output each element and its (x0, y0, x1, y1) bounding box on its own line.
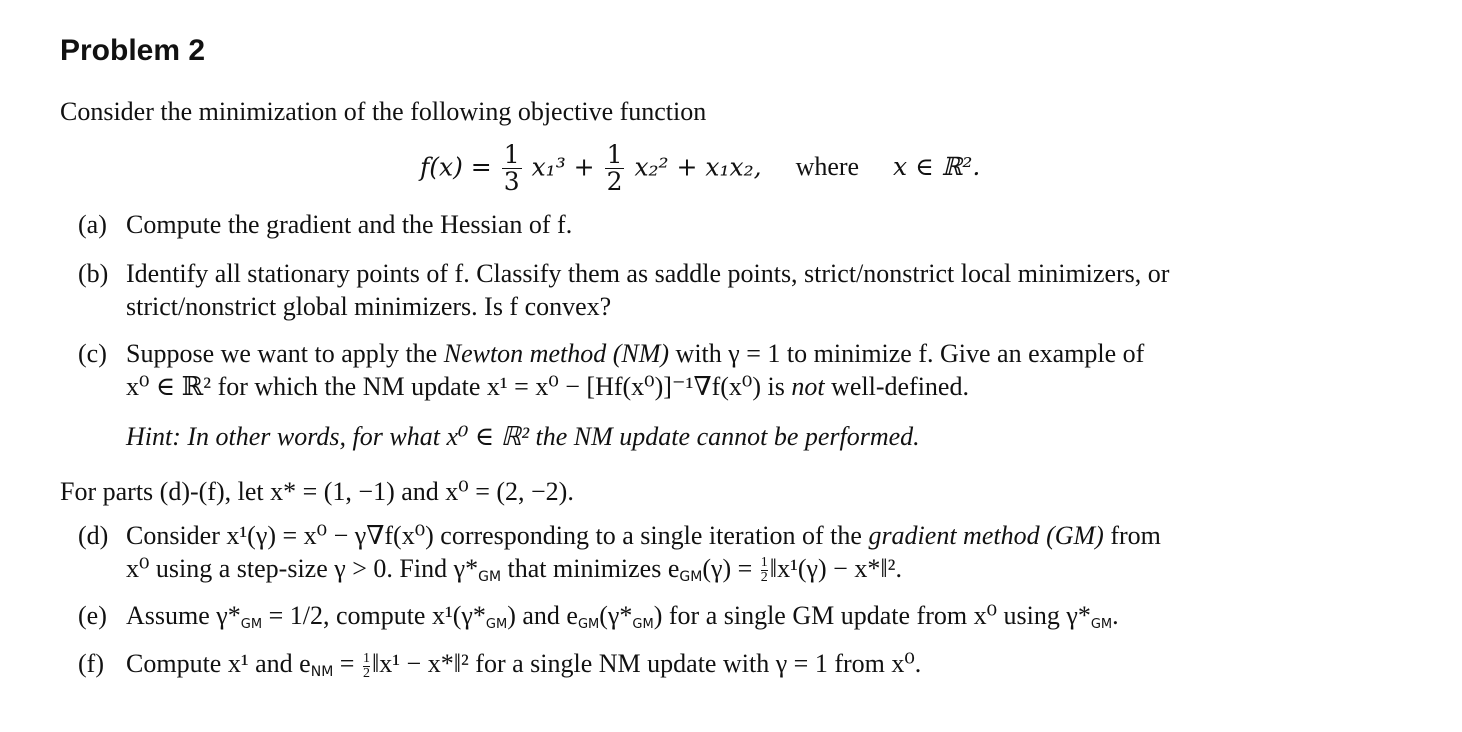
part-f-line: Compute x¹ and eNM = $\frac{1}{2}$ ‖x¹ − x*‖² for a single NM update with γ = 1 from x⁰. (126, 649, 922, 681)
gm-subscript: GM (1090, 617, 1113, 632)
part-f-label: (f) (78, 649, 104, 678)
equation-term2: x₂² + x₁x₂, (634, 152, 762, 182)
newton-method-term: Newton method (NM) (443, 339, 670, 368)
objective-equation (420, 142, 980, 196)
hint-text: Hint: In other words, for what x⁰ ∈ ℝ² the NM update cannot be performed. (126, 422, 920, 451)
part-e-line: Assume γ*GM = 1/2, compute x¹(γ*GM) and eGM(γ*GM) for a single GM update from x⁰ using γ*GM. (126, 601, 1119, 632)
intro-text: Consider the minimization of the following objective function (60, 97, 707, 126)
part-b-line2: strict/nonstrict global minimizers. Is f convex? (126, 291, 612, 321)
gm-subscript: GM (679, 568, 703, 585)
gm-subscript: GM (478, 568, 502, 585)
part-c-line2: x⁰ ∈ ℝ² for which the NM update x¹ = x⁰ − [Hf(x⁰)]⁻¹∇f(x⁰) is not well-defined. (126, 371, 969, 401)
fraction-one-third: $\frac{1}{3}$ (503, 140, 520, 197)
equation-term1: x₁³ + (531, 152, 595, 182)
equation-lhs: f(x) = (420, 152, 492, 182)
gm-subscript: GM (577, 617, 600, 632)
equation-domain: x ∈ ℝ². (893, 152, 981, 182)
gm-subscript: GM (485, 617, 508, 632)
nm-subscript: NM (310, 664, 334, 680)
gm-subscript: GM (632, 617, 654, 632)
part-b (78, 258, 1318, 323)
part-d-line1: Consider x¹(γ) = x⁰ − γ∇f(x⁰) corresponding to a single iteration of the gradient method (GM) from (126, 521, 1161, 550)
part-b-label: (b) (78, 259, 109, 288)
part-e (78, 600, 1318, 633)
fraction-one-half-small: $\frac{1}{2}$ (362, 650, 370, 681)
fraction-one-half: $\frac{1}{2}$ (606, 140, 623, 197)
equation-where: where (795, 152, 860, 182)
part-f (78, 648, 1318, 682)
not-emphasis: not (791, 371, 825, 401)
part-e-label: (e) (78, 601, 107, 630)
part-a-label: (a) (78, 210, 107, 239)
part-c-label: (c) (78, 339, 107, 368)
part-d (78, 520, 1318, 586)
part-b-line1: Identify all stationary points of f. Classify them as saddle points, strict/nonstrict local minimizers, or (126, 259, 1170, 288)
part-a-text: Compute the gradient and the Hessian of f. (126, 210, 573, 239)
fraction-one-half-small: $\frac{1}{2}$ (760, 555, 768, 586)
part-d-line2: x⁰ using a step-size γ > 0. Find γ*GM that minimizes eGM(γ) = $\frac{1}{2}$ ‖x¹(γ) − x*‖². (126, 553, 902, 586)
part-c-line1: Suppose we want to apply the Newton method (NM) with γ = 1 to minimize f. Give an example of (126, 339, 1145, 368)
gm-subscript: GM (240, 617, 263, 632)
gradient-method-term: gradient method (GM) (868, 521, 1104, 550)
part-c (78, 338, 1318, 403)
part-d-label: (d) (78, 521, 109, 550)
for-parts-text: For parts (d)-(f), let x* = (1, −1) and x⁰ = (2, −2). (60, 477, 574, 506)
part-a (78, 209, 1318, 242)
problem-title: Problem 2 (60, 34, 206, 67)
